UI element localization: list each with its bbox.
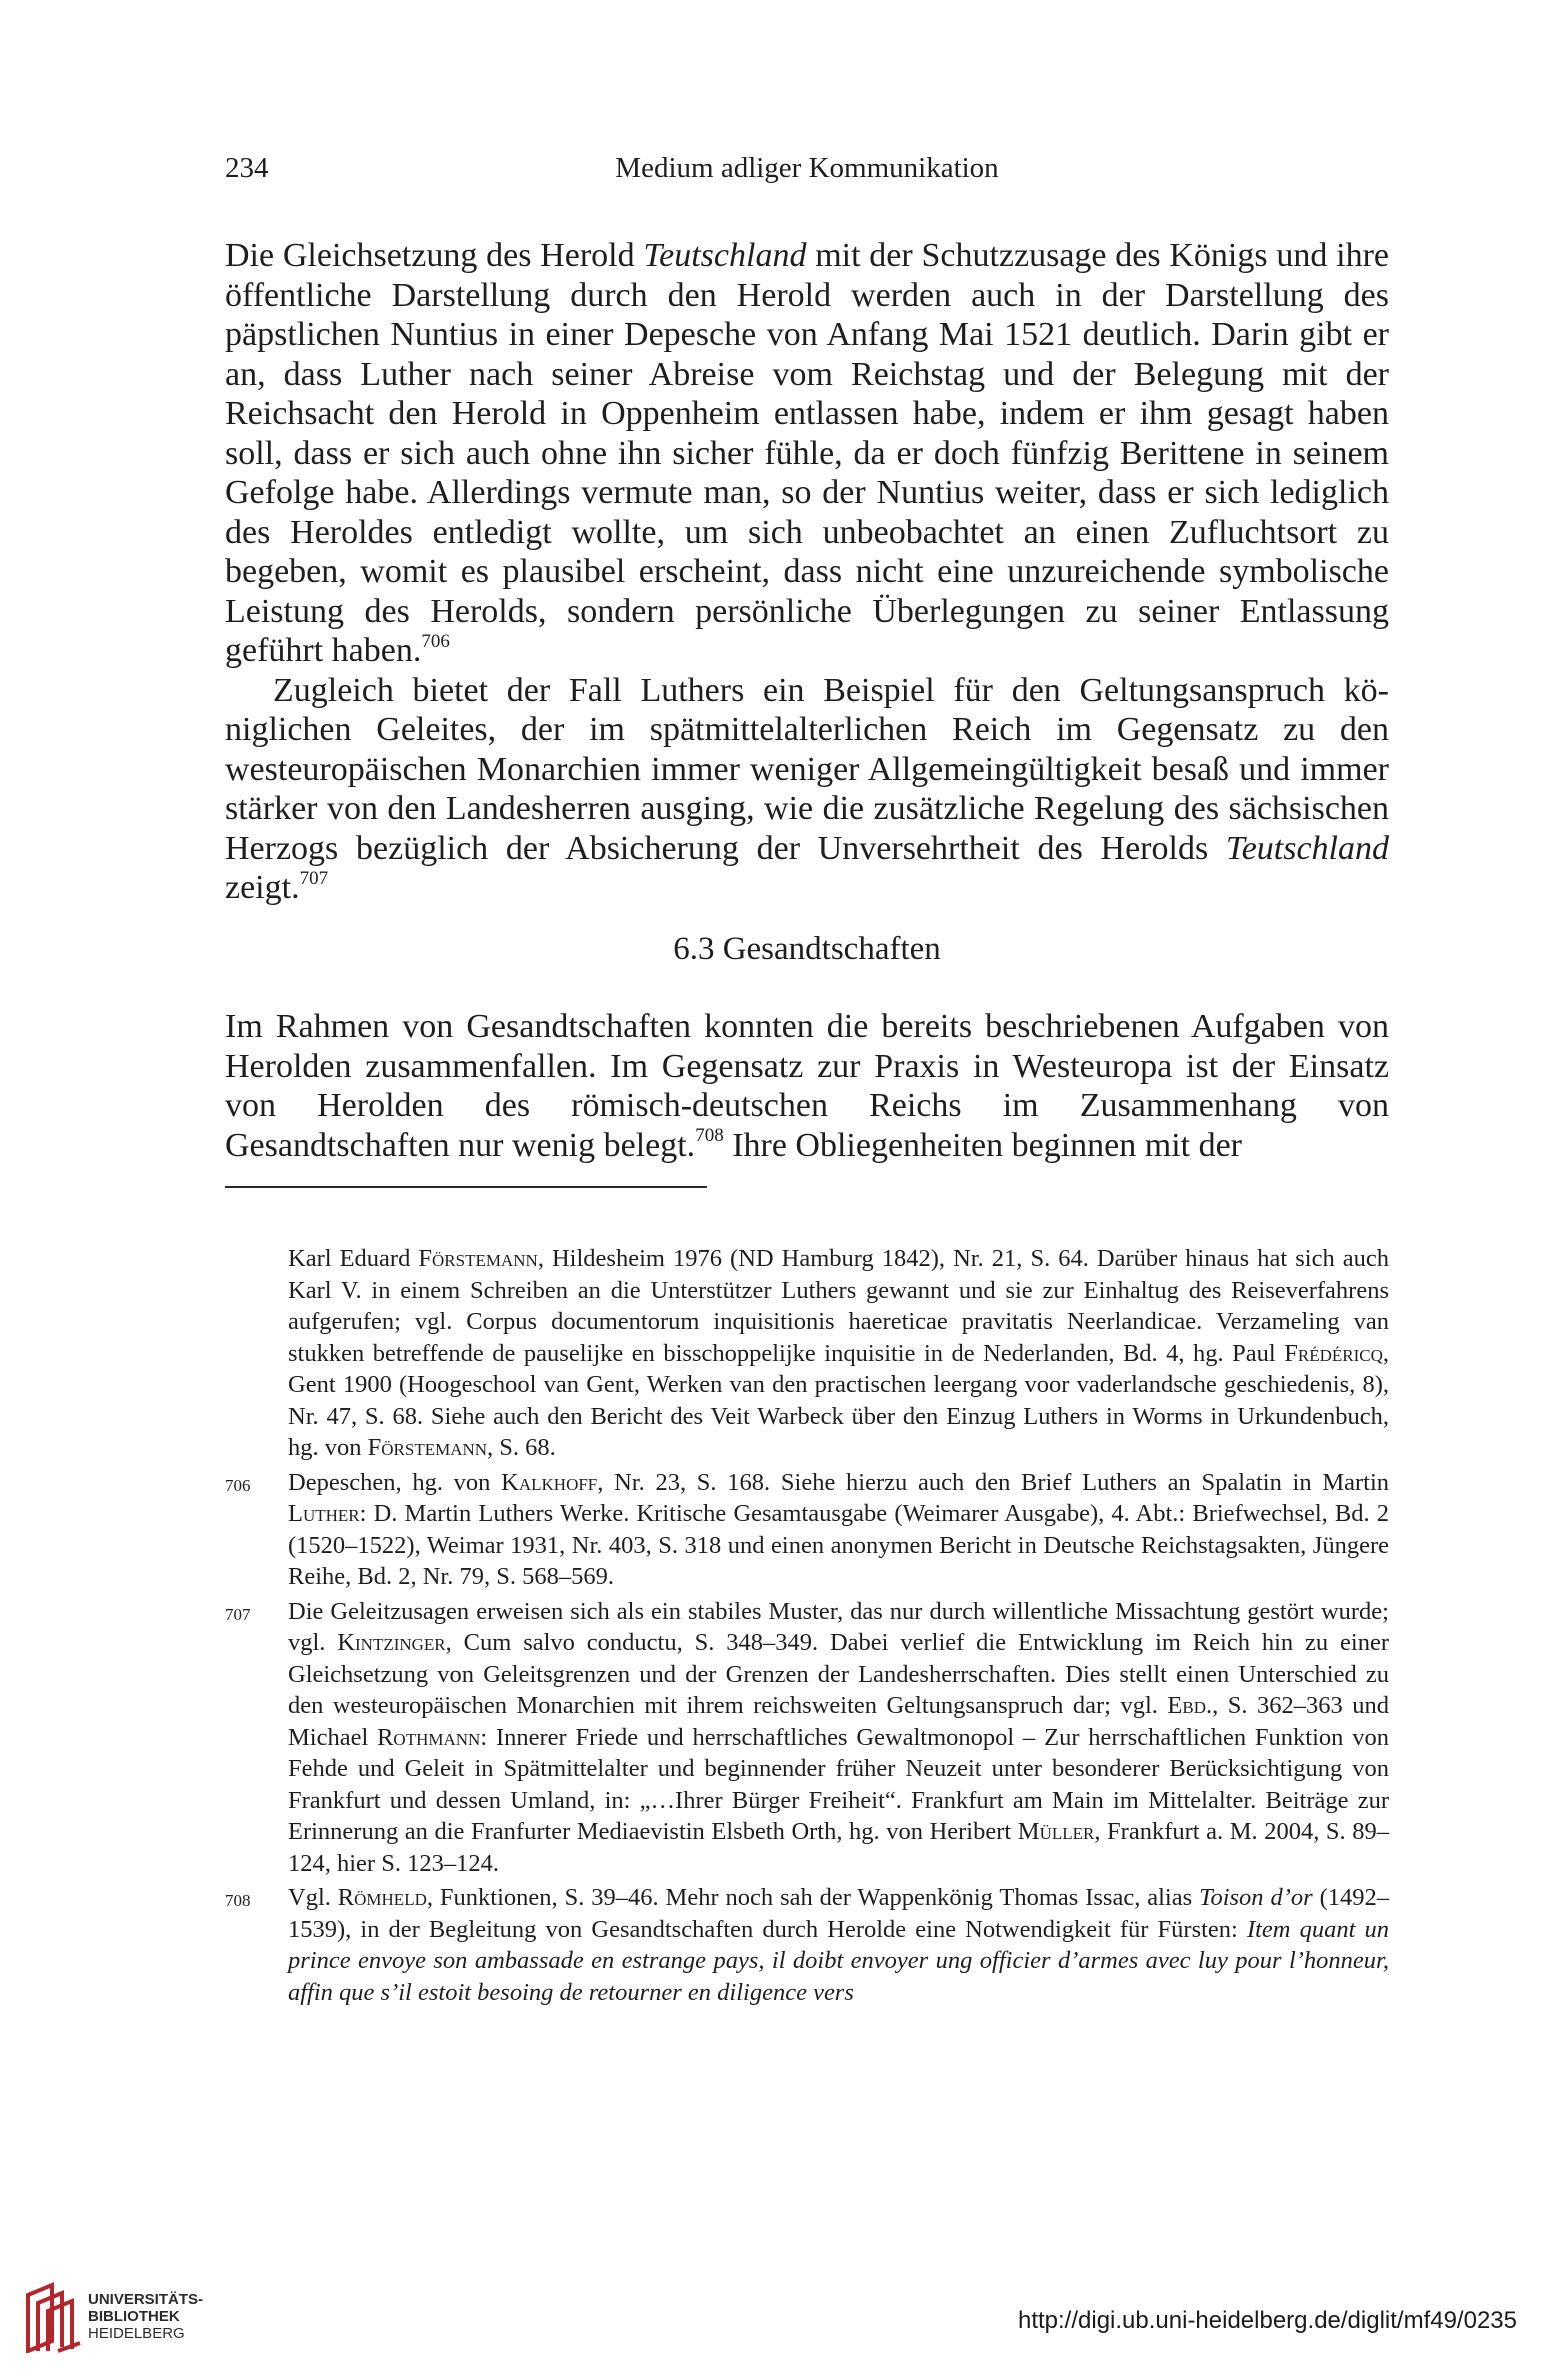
text-run: mit der Schutzzusage des Königs und ihre öffentliche Darstellung durch den Herold werden auch in der Darstellung des päpstlichen Nuntius in einer Depesche von Anfang Mai 1521 deutlich. Darin gibt er an, dass Luther nach seiner Abreise vom Reichstag und der Belegung mit der Reichsacht den Herold in Oppenheim entlassen habe, indem er ihm gesagt haben soll, dass er sich auch ohne ihn sicher fühle, da er doch fünfzig Berittene in seinem Gefolge habe. Allerdings vermute man, so der Nuntius weiter, dass er sich lediglich des Heroldes entledigt wollte, um sich unbeobachtet an einen Zufluchtsort zu begeben, womit es plausibel erscheint, dass nicht eine unzureichende symbolische Leistung des Herolds, sondern persönliche Überlegungen zu seiner Entlassung geführt haben. [225,237,1389,669]
library-name: UNIVERSITÄTS- BIBLIOTHEK HEIDELBERG [88,2291,204,2342]
text-run: zeigt. [225,869,300,906]
footnote-708: 708 Vgl. Römheld, Funktionen, S. 39–46. Mehr noch sah der Wappenkönig Thomas Issac, alias Toison d’or (1492–1539), in der Begleitung von Gesandtschaften durch Herolde eine Notwendigkeit für Fürsten: Item quant un prince envoye son ambassade en estrange pays, il doibt envoyer ung officier d’armes avec luy pour l’honneur, affin que s’il estoit besoing de retourner en diligence vers [225,1884,1389,2006]
library-logo-icon[interactable] [22,2281,86,2353]
paragraph-1 [225,236,1389,671]
paragraph-2 [225,671,1389,908]
page-number: 234 [225,152,269,184]
italic-name: Teutschland [1225,829,1389,867]
text-run: Die Gleichsetzung des Herold [225,237,644,274]
footnote-707: 707 Die Geleitzusagen erweisen sich als ein stabiles Muster, das nur durch willentliche Missachtung gestört wurde; vgl. Kintzinger, Cum salvo conductu, S. 348–349. Dabei verlief die Entwicklung im Reich hin zu einer Gleichsetzung von Geleitsgrenzen und der Grenzen der Landesherrschaften. Dies stellt einen Unterschied zu den westeuropäischen Monarchien mit ihrem reichsweiten Geltungsanspruch dar; vgl. Ebd., S. 362–363 und Michael Rothmann: Innerer Friede und herrschaftliches Gewaltmonopol – Zur herrschaftlichen Funktion von Fehde und Geleit in Spätmittelalter und beginnender früher Neuzeit unter besonderer Berücksichtigung von Frankfurt und dessen Umland, in: „…Ihrer Bürger Freiheit“. Frankfurt am Main im Mittelalter. Beiträge zur Erinnerung an die Franfurter Mediaevistin Elsbeth Orth, hg. von Heribert Müller, Frankfurt a. M. 2004, S. 89–124, hier S. 123–124. [225,1597,1389,1877]
text-run: Ihre Obliegenheiten beginnen mit der [723,1126,1243,1164]
running-title: Medium adliger Kommunikation [615,152,999,184]
text-run: Zugleich bietet der Fall Luthers ein Beispiel für den Geltungsanspruch königlichen Geleites, der im spätmittelalterlichen Reich im Gegensatz zu den westeuropäischen Monarchien immer weniger Allgemeingültigkeit besaß und immer stärker von den Landesherren ausging, wie die zusätzliche Regelung des sächsischen Herzogs bezüglich der Absicherung der Unversehrtheit des Herolds [225,671,1389,867]
body-text [225,236,1389,1165]
footnotes [225,1243,1389,2008]
library-footer [0,2263,1559,2380]
italic-name: Teutschland [643,237,807,274]
section-heading: 6.3 Gesandtschaften [673,930,941,967]
footnote-number: 707 [225,1604,251,1624]
page-header [225,152,1389,192]
footnote-separator [225,1186,707,1188]
footnote-ref-707[interactable]: 707 [299,867,329,889]
footnote-ref-708[interactable]: 708 [695,1125,724,1147]
source-url-link[interactable]: http://digi.ub.uni-heidelberg.de/diglit/mf49/0235 [1017,2307,1517,2334]
footnote-ref-706[interactable]: 706 [421,630,450,652]
footnote-number: 706 [225,1475,251,1495]
text-run: Im Rahmen von Gesandtschaften konnten die bereits beschriebenen Aufgaben von Herolden zusammenfallen. Im Gegensatz zur Praxis in Westeuropa ist der Einsatz von Herolden des römisch-deutschen Reichs im Zusammenhang von Gesandtschaften nur wenig belegt. [225,1008,1389,1164]
paragraph-3 [225,1007,1389,1165]
footnote-number: 708 [225,1891,251,1910]
footnote-706: 706 Depeschen, hg. von Kalkhoff, Nr. 23, S. 168. Siehe hierzu auch den Brief Luthers an Spalatin in Martin Luther: D. Martin Luthers Werke. Kritische Gesamtausgabe (Weimarer Ausgabe), 4. Abt.: Briefwechsel, Bd. 2 (1520–1522), Weimar 1931, Nr. 403, S. 318 und einen anonymen Bericht in Deutsche Reichstagsakten, Jüngere Reihe, Bd. 2, Nr. 79, S. 568–569. [225,1468,1389,1590]
footnote-continuation: Karl Eduard Förstemann, Hildesheim 1976 (ND Hamburg 1842), Nr. 21, S. 64. Darüber hinaus hat sich auch Karl V. in einem Schreiben an die Unterstützer Luthers gewannt und sie zur Einhaltug des Reiseverfahrens aufgerufen; vgl. Corpus documentorum inquisitionis haereticae pravitatis Neerlandicae. Verzameling van stukken betreffende de pauselijke en bisschoppelijke inquisitie in de Nederlanden, Bd. 4, hg. Paul Frédéricq, Gent 1900 (Hoogeschool van Gent, Werken van den practischen leergang voor vaderlandsche geschiedenis, 8), Nr. 47, S. 68. Siehe auch den Bericht des Veit Warbeck über den Einzug Luthers in Worms in Urkundenbuch, hg. von Förstemann, S. 68. [288,1245,1389,1461]
